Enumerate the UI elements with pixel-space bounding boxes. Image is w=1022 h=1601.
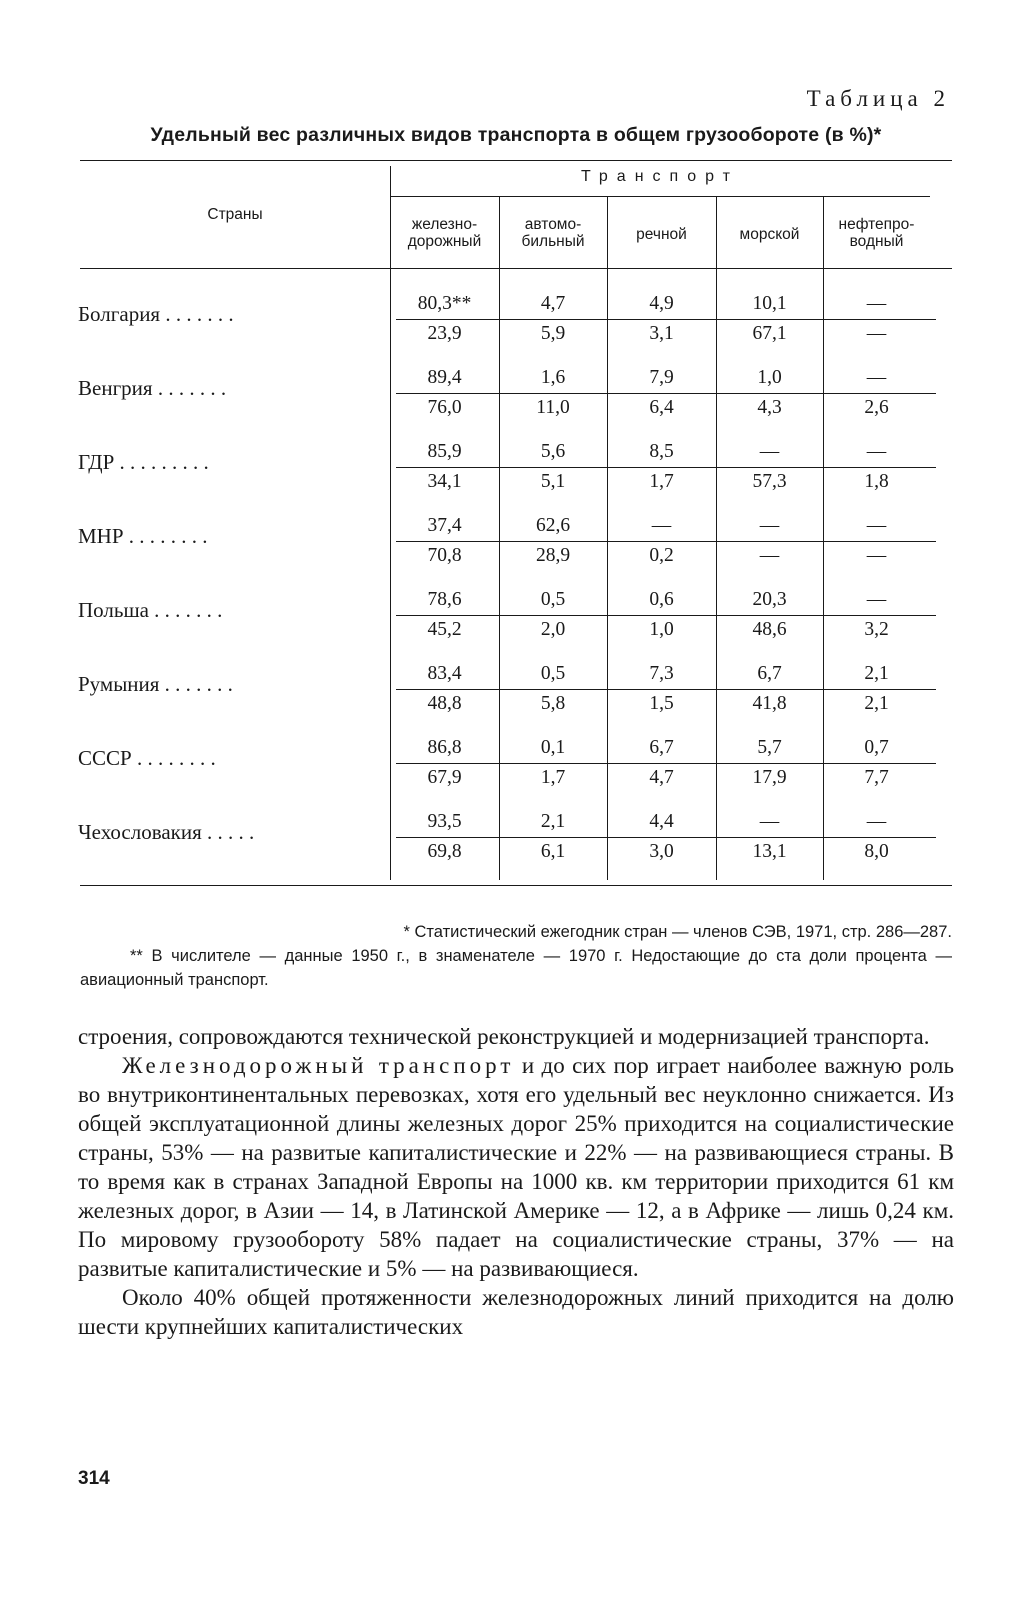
country-name: Польша . . . . . . . (78, 598, 223, 622)
table-header-rule (80, 268, 952, 269)
cell-1970: 1,0 (649, 619, 674, 640)
cell-1950: 6,7 (757, 663, 782, 684)
column-header-line: дорожный (407, 233, 482, 250)
cell-1970: 76,0 (427, 397, 462, 418)
country-name: МНР . . . . . . . . (78, 524, 208, 548)
cell-1950: 8,5 (649, 441, 674, 462)
cell-1950: 86,8 (427, 737, 462, 758)
cell-1970: 48,6 (752, 619, 787, 640)
column-header (499, 216, 607, 250)
cell-1970: 57,3 (752, 471, 787, 492)
header-transport-group: Транспорт (581, 168, 739, 185)
cell-1950: — (759, 441, 780, 462)
header-group-underline (390, 196, 930, 197)
cell-1950: — (759, 515, 780, 536)
cell-1950: — (866, 367, 887, 388)
cell-1970: 28,9 (535, 545, 571, 566)
cell-1950: 1,6 (540, 367, 566, 388)
table-title: Удельный вес различных видов транспорта в общем грузообороте (в %)* (150, 124, 882, 146)
cell-1970: — (759, 545, 780, 566)
cell-1950: 5,6 (540, 441, 566, 462)
cell-1970: — (866, 545, 887, 566)
cell-1970: 6,1 (540, 841, 566, 862)
cell-1950: 5,7 (757, 737, 782, 758)
country-name: Болгария . . . . . . . (78, 302, 234, 326)
footnote-2: ** В числителе — данные 1950 г., в знаменателе — 1970 г. Недостающие до ста доли процента — авиационный транспорт. (80, 947, 952, 989)
cell-1970: 4,7 (649, 767, 674, 788)
cell-1970: 45,2 (427, 619, 462, 640)
cell-1950: — (866, 293, 887, 314)
header-countries: Страны (207, 206, 263, 223)
paragraph-3: Около 40% общей протяженности железнодорожных линий приходится на долю шести крупнейших капиталистических (78, 1285, 954, 1339)
fraction-line (396, 763, 936, 764)
cell-1950: 0,5 (540, 589, 566, 610)
footnote-1: * Статистический ежегодник стран — членов СЭВ, 1971, стр. 286—287. (403, 923, 952, 941)
cell-1950: 0,1 (540, 737, 566, 758)
column-header (823, 216, 930, 250)
cell-1970: 48,8 (427, 693, 462, 714)
fraction-line (396, 541, 936, 542)
fraction-line (396, 319, 936, 320)
cell-1970: 3,1 (649, 323, 674, 344)
cell-1970: — (866, 323, 887, 344)
cell-1950: 62,6 (535, 515, 571, 536)
cell-1950: 83,4 (427, 663, 462, 684)
cell-1970: 13,1 (752, 841, 787, 862)
cell-1950: 4,9 (649, 293, 674, 314)
fraction-line (396, 837, 936, 838)
cell-1970: 11,0 (536, 397, 570, 418)
cell-1950: — (866, 515, 887, 536)
paragraph-1: строения, сопровождаются технической реконструкцией и модернизацией транспорта. (78, 1024, 930, 1049)
cell-1950: — (759, 811, 780, 832)
cell-1970: 34,1 (427, 471, 462, 492)
cell-1950: 2,1 (540, 811, 566, 832)
paragraph-2-lead: Железнодорожный транспорт (122, 1053, 515, 1078)
cell-1970: 23,9 (427, 323, 462, 344)
fraction-line (396, 393, 936, 394)
cell-1950: — (651, 515, 672, 536)
cell-1970: 1,7 (540, 767, 566, 788)
cell-1970: 1,8 (864, 471, 889, 492)
cell-1950: 1,0 (757, 367, 782, 388)
cell-1970: 6,4 (649, 397, 674, 418)
footnotes (80, 920, 952, 992)
cell-1970: 5,9 (540, 323, 566, 344)
cell-1950: — (866, 811, 887, 832)
country-name: ГДР . . . . . . . . . (78, 450, 209, 474)
cell-1970: 67,9 (427, 767, 462, 788)
cell-1950: — (866, 441, 887, 462)
page-number: 314 (78, 1468, 110, 1489)
table-bottom-rule (80, 885, 952, 886)
cell-1970: 2,0 (540, 619, 566, 640)
cell-1950: 80,3** (417, 293, 472, 314)
column-header-line: речной (636, 226, 687, 243)
column-header-line: нефтепро- (838, 216, 915, 233)
cell-1970: 4,3 (757, 397, 782, 418)
cell-1970: 41,8 (752, 693, 787, 714)
cell-1970: 5,1 (540, 471, 566, 492)
country-name: Румыния . . . . . . . (78, 672, 233, 696)
fraction-line (396, 615, 936, 616)
cell-1970: 17,9 (752, 767, 787, 788)
table-label: Таблица 2 (806, 86, 950, 111)
body-text (78, 1022, 954, 1341)
column-header (390, 216, 499, 250)
cell-1950: 7,9 (649, 367, 674, 388)
cell-1950: 37,4 (427, 515, 462, 536)
column-header-line: автомо- (524, 216, 582, 233)
cell-1950: 20,3 (752, 589, 787, 610)
cell-1970: 7,7 (864, 767, 889, 788)
fraction-line (396, 689, 936, 690)
cell-1950: 93,5 (427, 811, 462, 832)
column-header-line: бильный (521, 233, 585, 250)
cell-1950: 2,1 (864, 663, 889, 684)
cell-1950: 4,7 (540, 293, 566, 314)
country-name: Венгрия . . . . . . . (78, 376, 227, 400)
cell-1970: 1,7 (649, 471, 674, 492)
cell-1970: 3,0 (649, 841, 674, 862)
cell-1970: 3,2 (864, 619, 889, 640)
cell-1950: 78,6 (427, 589, 462, 610)
cell-1970: 67,1 (752, 323, 787, 344)
country-name: Чехословакия . . . . . (78, 820, 255, 844)
column-header (607, 226, 716, 243)
cell-1950: 85,9 (427, 441, 462, 462)
country-name: СССР . . . . . . . . (78, 746, 216, 770)
cell-1950: 10,1 (752, 293, 787, 314)
column-header-line: морской (739, 226, 800, 243)
cell-1970: 2,1 (864, 693, 889, 714)
paragraph-2-text: и до сих пор играет наиболее важную роль во внутриконтинентальных перевозках, хотя его удельный вес неуклонно снижается. Из общей эксплуатационной длины железных дорог 25% приходится на социалистические страны, 53% — на развитые капиталистические и 22% — на развивающиеся страны. В то время как в странах Западной Европы на 1000 кв. км территории приходится 61 км железных дорог, в Азии — 14, в Латинской Америке — 12, а в Африке — лишь 0,24 км. По мировому грузообороту 58% падает на социалистические страны, 37% — на развитые капиталистические и 5% — на развивающиеся. (78, 1053, 954, 1281)
paragraph-2 (78, 1051, 954, 1283)
cell-1970: 70,8 (427, 545, 462, 566)
cell-1950: 89,4 (427, 367, 462, 388)
cell-1970: 8,0 (864, 841, 889, 862)
cell-1950: 6,7 (649, 737, 674, 758)
cell-1970: 2,6 (864, 397, 889, 418)
cell-1950: 0,7 (864, 737, 889, 758)
cell-1970: 5,8 (540, 693, 566, 714)
cell-1950: 7,3 (649, 663, 674, 684)
column-header-line: водный (849, 233, 904, 250)
column-header (716, 226, 823, 243)
cell-1970: 69,8 (427, 841, 462, 862)
cell-1970: 0,2 (649, 545, 674, 566)
cell-1970: 1,5 (649, 693, 674, 714)
table-top-rule (80, 160, 952, 161)
cell-1950: 4,4 (649, 811, 674, 832)
cell-1950: 0,5 (540, 663, 566, 684)
cell-1950: 0,6 (649, 589, 674, 610)
column-header-line: железно- (411, 216, 478, 233)
cell-1950: — (866, 589, 887, 610)
fraction-line (396, 467, 936, 468)
